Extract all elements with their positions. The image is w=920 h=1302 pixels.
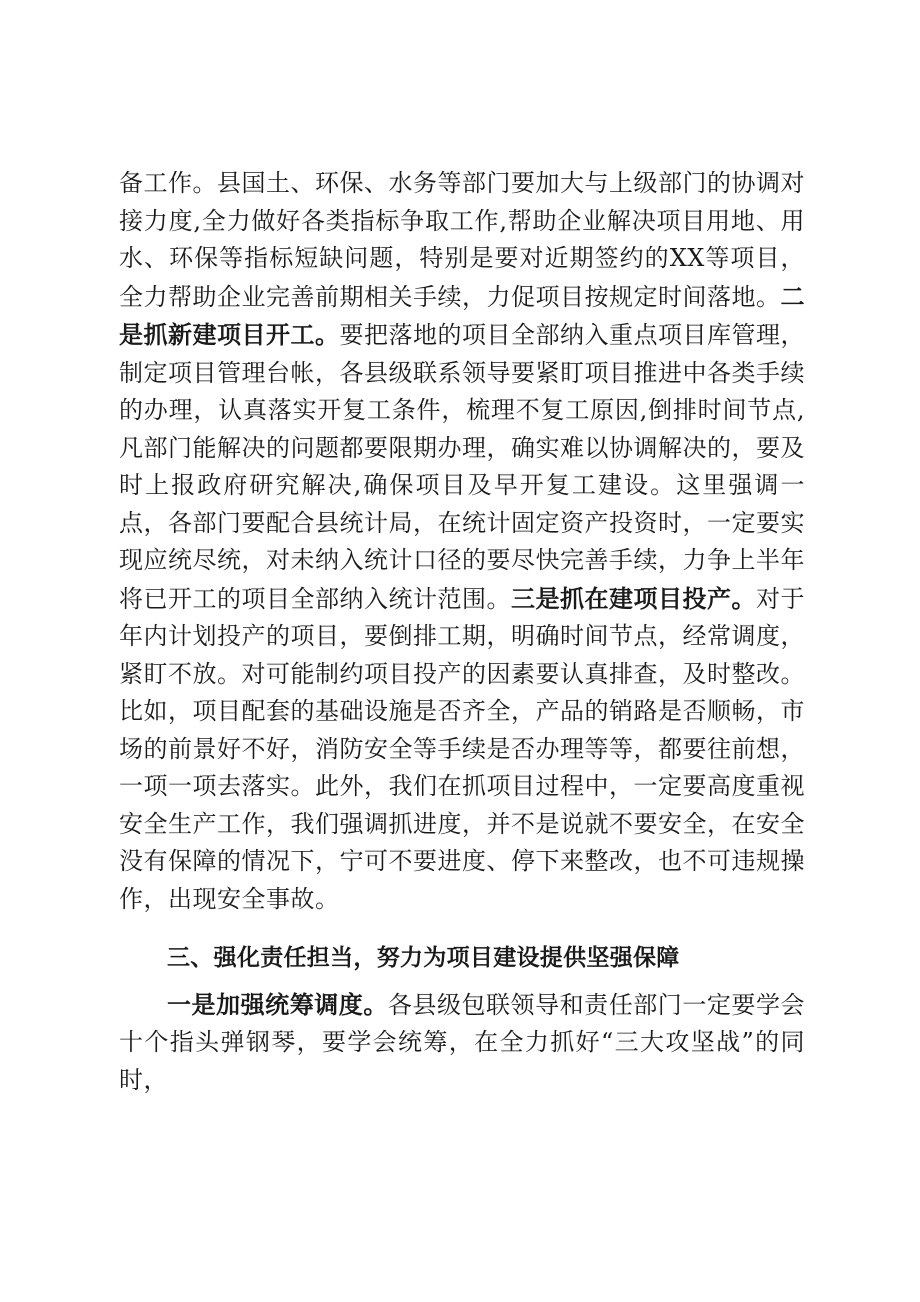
point-3-title: 三是抓在建项目投产。 [511, 583, 756, 613]
paragraph-intro-text: 备工作。县国土、环保、水务等部门要加大与上级部门的协调对接力度,全力做好各类指标争取工作,帮助企业解决项目用地、用水、环保等指标短缺问题，特别是要对近期签约的XX等项目，全力帮助企业完善前期相关手续，力促项目按规定时间落地。 [119, 169, 805, 311]
point-2-title: 二是抓新建项目开工。 [119, 281, 805, 349]
point-1-body: 各县级包联领导和责任部门一定要学会十个指头弹钢琴，要学会统筹，在全力抓好“三大攻坚战”的同时， [119, 990, 805, 1094]
document-body [119, 165, 805, 1099]
paragraph-projects [119, 165, 805, 918]
section-heading: 三、强化责任担当，努力为项目建设提供坚强保障 [167, 945, 680, 971]
point-1-title: 一是加强统筹调度。 [167, 989, 388, 1019]
point-3-body: 对于年内计划投产的项目，要倒排工期，明确时间节点，经常调度，紧盯不放。对可能制约项目投产的因素要认真排查，及时整改。比如，项目配套的基础设施是否齐全，产品的销路是否顺畅，市场的前景好不好，消防安全等手续是否办理等等，都要往前想，一项一项去落实。此外，我们在抓项目过程中，一定要高度重视安全生产工作，我们强调抓进度，并不是说就不要安全，在安全没有保障的情况下，宁可不要进度、停下来整改，也不可违规操作，出现安全事故。 [119, 584, 805, 913]
point-2-body: 要把落地的项目全部纳入重点项目库管理，制定项目管理台帐，各县级联系领导要紧盯项目推进中各类手续的办理，认真落实开复工条件，梳理不复工原因,倒排时间节点,凡部门能解决的问题都要限期办理，确实难以协调解决的，要及时上报政府研究解决,确保项目及早开复工建设。这里强调一点，各部门要配合县统计局，在统计固定资产投资时，一定要实现应统尽统，对未纳入统计口径的要尽快完善手续，力争上半年将已开工的项目全部纳入统计范围。 [119, 321, 805, 613]
paragraph-coordination [119, 986, 805, 1100]
